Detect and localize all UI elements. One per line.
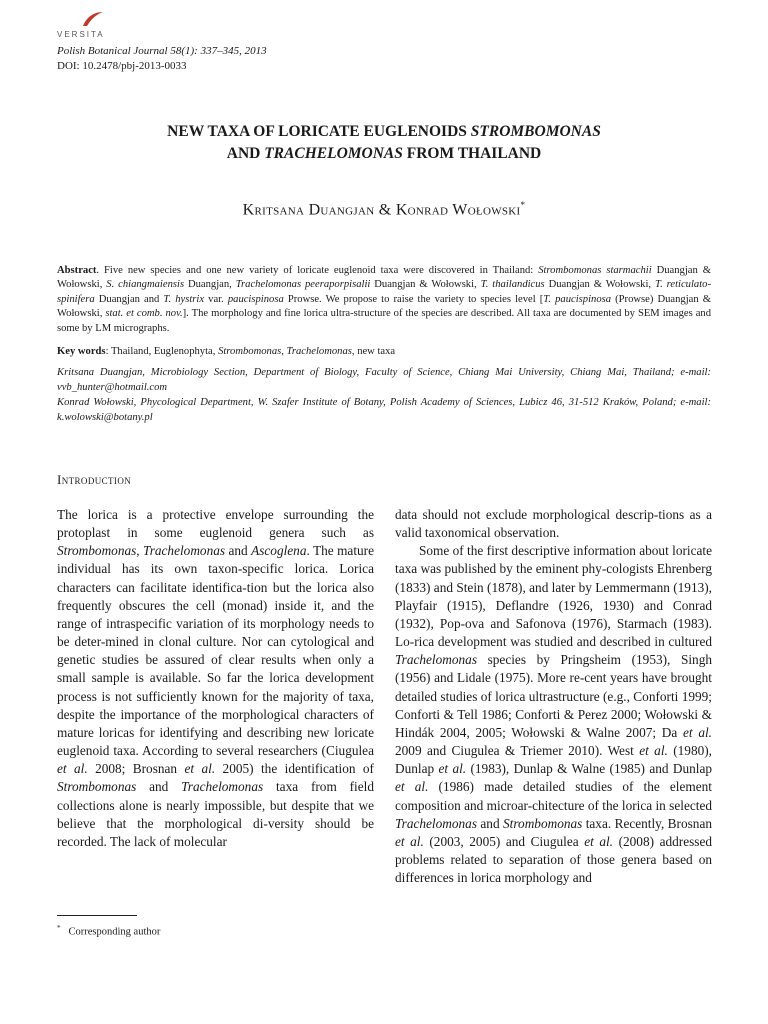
- abstract: Abstract. Five new species and one new variety of loricate euglenoid taxa were discovered in Thailand: Strombomonas starmachii Duangjan & Wołowski, S. chiangmaiensis Duangjan, Trachelomonas peeraporpisalii Duangjan & Wołowski, T. thailandicus Duangjan & Wołowski, T. reticulato-spinifera Duangjan and T. hystrix var. paucispinosa Prowse. We propose to raise the variety to species level [T. paucispinosa (Prowse) Duangjan & Wołowski, stat. et comb. nov.]. The morphology and fine lorica ultra-structure of the species are described. All taxa are documented by SEM images and some by LM micrographs.: [57, 265, 711, 334]
- affiliation-duangjan: Kritsana Duangjan, Microbiology Section, Department of Biology, Faculty of Science, Chiang Mai University, Chiang Mai, Thailand; e-mail: vvb_hunter@hotmail.com: [57, 367, 711, 393]
- authors: Kritsana Duangjan & Konrad Wołowski*: [242, 200, 526, 219]
- publisher-name: VERSITA: [57, 30, 105, 39]
- publisher-logo: [55, 10, 115, 39]
- doi: DOI: 10.2478/pbj-2013-0033: [57, 60, 187, 72]
- keywords: Key words: Thailand, Euglenophyta, Strombomonas, Trachelomonas, new taxa: [57, 346, 396, 357]
- corresponding-mark: *: [520, 200, 526, 210]
- journal-citation: Polish Botanical Journal 58(1): 337–345, 2013: [57, 45, 267, 57]
- paper-title: NEW TAXA OF LORICATE EUGLENOIDS STROMBOMONAS AND TRACHELOMONAS FROM THAILAND: [167, 123, 601, 162]
- section-heading: Introduction: [57, 472, 132, 487]
- footnote: * Corresponding author: [57, 924, 161, 938]
- leaf-icon: [81, 10, 105, 28]
- intro-left-column: The lorica is a protective envelope surrounding the protoplast in some euglenoid genera such as Strombomonas, Trachelomonas and Ascoglena. The mature individual has its own taxon-specific lorica. Lorica characters can facilitate identifica-tion but the lorica also frequently obscures the cell (monad) inside it, and the range of intraspecific variation of its morphology needs to be deter-mined in clonal culture. Nor can cytological and genetic studies be assured of clear results when only a small sample is available. So far the lorica development process is not sufficiently known for the majority of taxa, despite the importance of the morphological characters of mature loricas for identifying and describing new loricate euglenoid taxa. According to several researchers (Ciugulea et al. 2008; Brosnan et al. 2005) the identification of Strombomonas and Trachelomonas taxa from field collections alone is nearly impossible, but despite that we believe that the morphological di-versity should be recorded. The lack of molecular: [57, 507, 374, 849]
- footnote-divider: [57, 915, 137, 916]
- paragraph-continuation: data should not exclude morphological descrip-tions as a valid taxonomical observation.: [395, 507, 712, 541]
- affiliation-wolowski: Konrad Wołowski, Phycological Department, W. Szafer Institute of Botany, Polish Academy of Sciences, Lubicz 46, 31-512 Kraków, Poland; e-mail: k.wolowski@botany.pl: [57, 397, 711, 423]
- intro-right-column: [395, 506, 712, 887]
- paragraph: Some of the first descriptive information about loricate taxa was published by the eminent phy-cologists Ehrenberg (1833) and Stein (1878), and later by Lemmermann (1913), Playfair (1915), Deflandre (1926, 1930) and Conrad (1932), Pop-ova and Safonova (1976), Starmach (1983). Lo-rica development was studied and described in cultured Trachelomonas species by Pringsheim (1953), Singh (1956) and Lidale (1975). More re-cent years have brought detailed studies of lorica ultrastructure (e.g., Conforti 1999; Conforti & Tell 1986; Conforti & Perez 2000; Wołowski & Hindák 2004, 2005; Wołowski & Walne 2007; Da et al. 2009 and Ciugulea & Triemer 2010). West et al. (1980), Dunlap et al. (1983), Dunlap & Walne (1985) and Dunlap et al. (1986) made detailed studies of the element composition and microar-chitecture of the lorica in selected Trachelomonas and Strombomonas taxa. Recently, Brosnan et al. (2003, 2005) and Ciugulea et al. (2008) addressed problems related to separation of those genera based on differences in lorica morphology and: [395, 543, 713, 886]
